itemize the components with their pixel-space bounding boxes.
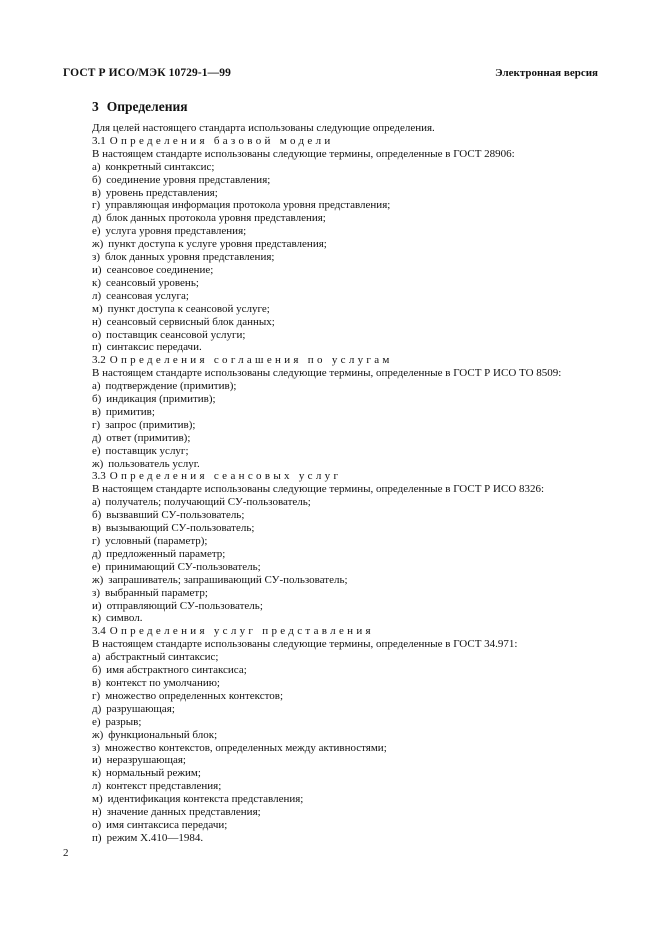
list-item (92, 496, 612, 509)
list-item (92, 793, 612, 806)
subsection-title: Определения услуг представления (109, 625, 374, 638)
list-item-letter: е) (92, 225, 101, 238)
list-item-text: предложенный параметр; (106, 547, 226, 560)
list-item-text: уровень представления; (105, 186, 218, 199)
list-item (92, 561, 612, 574)
list-item-letter: и) (92, 263, 102, 276)
list-item-text: символ. (106, 612, 143, 625)
list-item-letter: б) (92, 509, 102, 522)
subsection-number: 3.2 (92, 354, 106, 367)
list-item-text: отправляющий СУ-пользователь; (106, 599, 263, 612)
list-item (92, 664, 612, 677)
list-item (92, 251, 612, 264)
electronic-version-label: Электронная версия (495, 67, 598, 79)
list-item-text: поставщик услуг; (105, 444, 189, 457)
list-item-text: услуга уровня представления; (105, 225, 247, 238)
subsection-title: Определения сеансовых услуг (109, 470, 342, 483)
list-item-letter: з) (92, 251, 101, 264)
subsection-heading (92, 625, 612, 638)
list-item (92, 445, 612, 458)
list-item-text: сеансовое соединение; (106, 263, 214, 276)
list-item (92, 754, 612, 767)
section-intro: Для целей настоящего стандарта использованы следующие определения. (92, 122, 435, 134)
list-item-letter: и) (92, 599, 102, 612)
list-item-text: сеансовый уровень; (106, 276, 199, 289)
list-item (92, 522, 612, 535)
list-item-letter: ж) (92, 573, 104, 586)
list-item (92, 290, 612, 303)
subsection-number: 3.1 (92, 134, 106, 147)
subsection-heading (92, 135, 612, 148)
subsection-number: 3.4 (92, 625, 106, 638)
list-item (92, 780, 612, 793)
list-item (92, 806, 612, 819)
list-item-letter: г) (92, 418, 101, 431)
subsection-intro: В настоящем стандарте использованы следующие термины, определенные в ГОСТ 28906: (92, 147, 515, 160)
list-item (92, 819, 612, 832)
subsection-title: Определения базовой модели (109, 134, 334, 147)
list-item-letter: н) (92, 315, 102, 328)
list-item-text: контекст представления; (106, 780, 222, 793)
section-heading (92, 99, 188, 115)
list-item-letter: в) (92, 676, 101, 689)
list-item-text: индикация (примитив); (106, 393, 216, 406)
list-item (92, 432, 612, 445)
list-item-text: конкретный синтаксис; (105, 160, 215, 173)
list-item (92, 729, 612, 742)
list-item (92, 509, 612, 522)
list-item-letter: а) (92, 380, 101, 393)
list-item (92, 612, 612, 625)
list-item (92, 393, 612, 406)
list-item-letter: о) (92, 328, 102, 341)
list-item-text: блок данных уровня представления; (105, 251, 275, 264)
list-item (92, 225, 612, 238)
subsection-intro: В настоящем стандарте использованы следующие термины, определенные в ГОСТ 34.971: (92, 638, 518, 651)
list-item-text: соединение уровня представления; (106, 173, 271, 186)
list-item-text: принимающий СУ-пользователь; (105, 560, 261, 573)
list-item-text: режим Х.410—1984. (106, 831, 204, 844)
list-item-letter: м) (92, 793, 103, 806)
list-item-text: множество контекстов, определенных между активностями; (105, 741, 387, 754)
list-item-letter: в) (92, 522, 101, 535)
subsection-title: Определения соглашения по услугам (109, 354, 393, 367)
list-item-text: контекст по умолчанию; (105, 676, 220, 689)
list-item-letter: з) (92, 741, 101, 754)
list-item-letter: е) (92, 715, 101, 728)
list-item (92, 341, 612, 354)
list-item-letter: а) (92, 651, 101, 664)
list-item (92, 703, 612, 716)
subsection-heading (92, 470, 612, 483)
list-item-letter: а) (92, 160, 101, 173)
list-item (92, 574, 612, 587)
list-item (92, 380, 612, 393)
list-item (92, 316, 612, 329)
list-item-text: идентификация контекста представления; (107, 793, 304, 806)
list-item-text: условный (параметр); (105, 535, 208, 547)
list-item-letter: з) (92, 586, 101, 599)
list-item-letter: а) (92, 496, 101, 509)
list-item-text: разрушающая; (106, 702, 175, 715)
list-item-text: множество определенных контекстов; (105, 689, 284, 702)
list-item-text: выбранный параметр; (105, 586, 208, 599)
list-item-letter: в) (92, 186, 101, 199)
list-item (92, 212, 612, 225)
list-item-letter: д) (92, 431, 102, 444)
list-item-text: подтверждение (примитив); (105, 380, 237, 393)
list-item (92, 716, 612, 729)
list-item (92, 419, 612, 432)
list-item (92, 238, 612, 251)
list-item-letter: к) (92, 612, 102, 625)
list-item (92, 832, 612, 845)
list-item-text: разрыв; (105, 715, 142, 728)
list-item-text: вызвавший СУ-пользователь; (106, 509, 245, 522)
list-item (92, 548, 612, 561)
subsection-number: 3.3 (92, 470, 106, 483)
list-item-letter: ж) (92, 238, 104, 251)
list-item-text: нормальный режим; (106, 767, 201, 780)
list-item-text: абстрактный синтаксис; (105, 651, 219, 664)
list-item (92, 587, 612, 600)
page-number: 2 (63, 847, 69, 859)
list-item-letter: ж) (92, 728, 104, 741)
list-item-text: сеансовый сервисный блок данных; (106, 315, 275, 328)
list-item-letter: п) (92, 831, 102, 844)
list-item (92, 264, 612, 277)
list-item-letter: в) (92, 405, 101, 418)
list-item-text: поставщик сеансовой услуги; (106, 328, 246, 341)
list-item-letter: м) (92, 302, 103, 315)
list-item-text: функциональный блок; (108, 728, 218, 741)
list-item (92, 199, 612, 212)
list-item (92, 329, 612, 342)
list-item-letter: и) (92, 754, 102, 767)
list-item-text: имя синтаксиса передачи; (106, 818, 228, 831)
list-item-text: неразрушающая; (106, 754, 186, 767)
list-item-text: пользователь услуг. (108, 457, 200, 470)
list-item-letter: б) (92, 393, 102, 406)
list-item (92, 767, 612, 780)
list-item-letter: е) (92, 560, 101, 573)
list-item (92, 690, 612, 703)
subsection-intro: В настоящем стандарте использованы следующие термины, определенные в ГОСТ Р ИСО ТО 8509: (92, 367, 562, 380)
list-item (92, 303, 612, 316)
list-item (92, 677, 612, 690)
list-item (92, 187, 612, 200)
list-item-text: значение данных представления; (106, 806, 261, 819)
list-item-letter: г) (92, 535, 101, 547)
list-item-letter: б) (92, 664, 102, 677)
list-item-letter: л) (92, 289, 102, 302)
list-item-text: примитив; (105, 405, 155, 418)
list-item-text: вызывающий СУ-пользователь; (105, 522, 255, 535)
list-item-text: пункт доступа к услуге уровня представления; (108, 238, 327, 251)
list-item (92, 277, 612, 290)
list-item-letter: о) (92, 818, 102, 831)
list-item-letter: г) (92, 689, 101, 702)
list-item-letter: д) (92, 212, 102, 225)
list-item-letter: к) (92, 767, 102, 780)
list-item-text: получатель; получающий СУ-пользователь; (105, 496, 311, 509)
list-item (92, 406, 612, 419)
list-item (92, 600, 612, 613)
standard-designation: ГОСТ Р ИСО/МЭК 10729-1—99 (63, 67, 231, 79)
section-title: Определения (106, 99, 188, 114)
list-item-letter: к) (92, 276, 102, 289)
list-item (92, 535, 612, 548)
list-item-letter: д) (92, 702, 102, 715)
list-item-letter: ж) (92, 457, 104, 470)
list-item-letter: г) (92, 199, 101, 212)
list-item (92, 458, 612, 471)
list-item-letter: д) (92, 547, 102, 560)
subsection-intro: В настоящем стандарте использованы следующие термины, определенные в ГОСТ Р ИСО 8326: (92, 483, 545, 496)
list-item-letter: н) (92, 806, 102, 819)
list-item-letter: е) (92, 444, 101, 457)
list-item-letter: б) (92, 173, 102, 186)
list-item-text: имя абстрактного синтаксиса; (106, 664, 247, 677)
list-item (92, 174, 612, 187)
list-item-letter: л) (92, 780, 102, 793)
list-item-text: управляющая информация протокола уровня представления; (105, 199, 391, 212)
list-item-text: синтаксис передачи. (106, 341, 202, 354)
list-item-text: запрос (примитив); (105, 418, 196, 431)
list-item (92, 742, 612, 755)
list-item-text: запрашиватель; запрашивающий СУ-пользователь; (108, 573, 348, 586)
list-item-text: блок данных протокола уровня представления; (106, 212, 326, 225)
list-item (92, 161, 612, 174)
list-item-text: ответ (примитив); (106, 431, 191, 444)
list-item-letter: п) (92, 341, 102, 354)
section-body (92, 122, 612, 845)
section-number: 3 (92, 99, 99, 114)
list-item-text: пункт доступа к сеансовой услуге; (107, 302, 270, 315)
list-item-text: сеансовая услуга; (106, 289, 189, 302)
subsection-heading (92, 354, 612, 367)
list-item (92, 651, 612, 664)
